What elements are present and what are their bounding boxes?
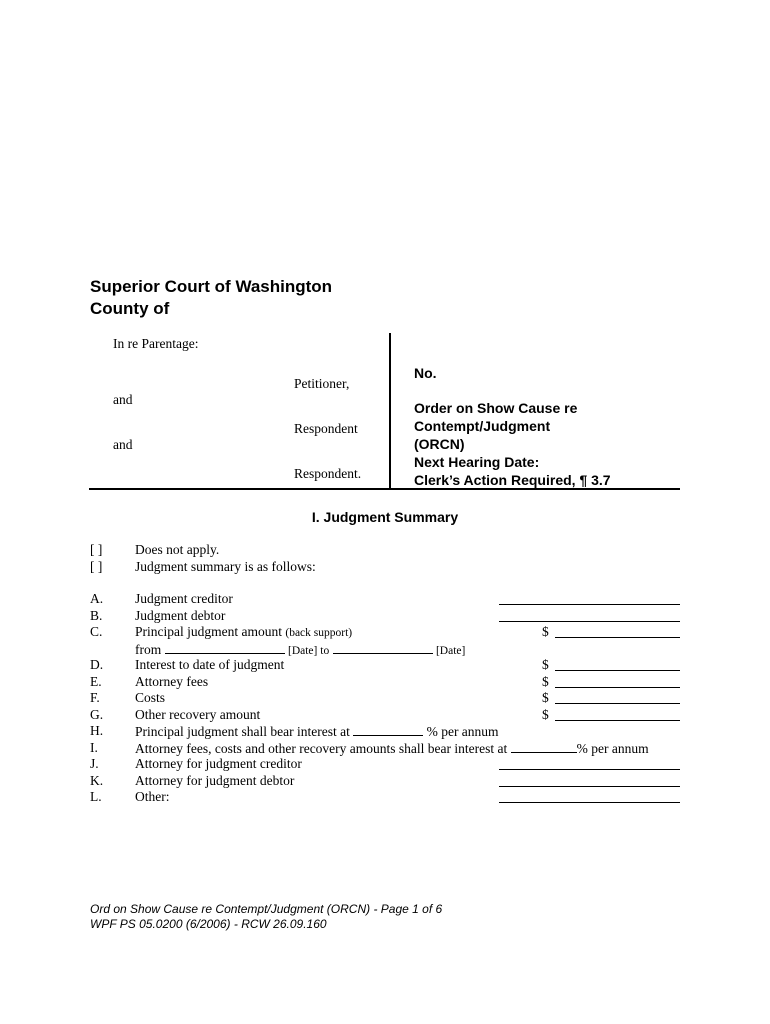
- date-range: [135, 641, 465, 658]
- item-letter: I.: [90, 740, 98, 755]
- item-label-text: Attorney fees, costs and other recovery amounts shall bear interest at: [135, 741, 508, 756]
- item-letter: B.: [90, 608, 103, 623]
- next-hearing-date: Next Hearing Date:: [414, 454, 540, 470]
- document-title-line-1: Order on Show Cause re: [414, 400, 578, 416]
- other-field[interactable]: [499, 802, 680, 803]
- document-title-line-2: Contempt/Judgment: [414, 418, 551, 434]
- caption-vertical-divider: [389, 333, 391, 489]
- item-label: Judgment creditor: [135, 591, 233, 606]
- item-label: [135, 723, 499, 740]
- item-letter: A.: [90, 591, 104, 606]
- item-letter: D.: [90, 657, 104, 672]
- case-number-label: No.: [414, 365, 437, 381]
- item-attorney-debtor: [90, 773, 690, 789]
- in-re-label: In re Parentage:: [113, 336, 199, 351]
- respondent-label-2: Respondent.: [294, 466, 362, 481]
- option-label: Judgment summary is as follows:: [135, 559, 316, 574]
- dollar-sign: $: [542, 690, 549, 705]
- date-label: [Date]: [435, 645, 466, 657]
- costs-amount-field[interactable]: [555, 703, 680, 704]
- item-label: Other:: [135, 789, 170, 804]
- court-name: Superior Court of Washington: [90, 277, 333, 296]
- principal-judgment-amount-field[interactable]: [555, 637, 680, 638]
- and-label-2: and: [113, 437, 133, 452]
- item-letter: H.: [90, 723, 104, 738]
- clerk-action-required: Clerk’s Action Required, ¶ 3.7: [414, 472, 611, 488]
- item-letter: C.: [90, 624, 103, 639]
- petitioner-label: Petitioner,: [294, 376, 350, 391]
- item-label: Judgment debtor: [135, 608, 226, 623]
- footer-line-1: Ord on Show Cause re Contempt/Judgment (ORCN) - Page 1 of 6: [90, 902, 443, 916]
- item-label: Attorney for judgment creditor: [135, 756, 302, 771]
- to-date-field[interactable]: [333, 641, 433, 654]
- per-annum-label: % per annum: [426, 724, 499, 739]
- from-label: from: [135, 642, 162, 657]
- item-attorney-creditor: [90, 756, 690, 772]
- option-label: Does not apply.: [135, 542, 220, 557]
- dollar-sign: $: [542, 674, 549, 689]
- item-label: [135, 624, 352, 640]
- item-letter: E.: [90, 674, 102, 689]
- attorney-fees-amount-field[interactable]: [555, 687, 680, 688]
- item-principal-date-range: [90, 641, 690, 657]
- item-letter: J.: [90, 756, 99, 771]
- item-label: Attorney fees: [135, 674, 209, 689]
- item-other: [90, 789, 690, 805]
- item-interest: [90, 657, 690, 673]
- item-letter: G.: [90, 707, 104, 722]
- document-title-line-3: (ORCN): [414, 436, 465, 452]
- item-label: Other recovery amount: [135, 707, 261, 722]
- judgment-creditor-field[interactable]: [499, 604, 680, 605]
- and-label-1: and: [113, 392, 133, 407]
- respondent-label-1: Respondent: [294, 421, 358, 436]
- page-footer: [90, 902, 442, 932]
- dollar-sign: $: [542, 624, 549, 639]
- item-principal-judgment: [90, 624, 690, 640]
- item-judgment-creditor: [90, 591, 690, 607]
- checkbox[interactable]: [ ]: [90, 559, 103, 574]
- item-label-text: Principal judgment amount: [135, 624, 282, 639]
- item-judgment-debtor: [90, 608, 690, 624]
- item-attorney-fees: [90, 674, 690, 690]
- county-label: County of: [90, 299, 170, 318]
- other-recovery-amount-field[interactable]: [555, 720, 680, 721]
- fees-interest-rate-field[interactable]: [511, 740, 577, 753]
- item-letter: K.: [90, 773, 104, 788]
- item-label: Costs: [135, 690, 166, 705]
- item-fees-interest-rate: [90, 740, 690, 756]
- item-letter: F.: [90, 690, 100, 705]
- section-heading: I. Judgment Summary: [311, 509, 459, 525]
- item-label: Interest to date of judgment: [135, 657, 285, 672]
- from-date-field[interactable]: [165, 641, 285, 654]
- checkbox[interactable]: [ ]: [90, 542, 103, 557]
- back-support-note: (back support): [285, 627, 353, 639]
- item-costs: [90, 690, 690, 706]
- attorney-creditor-field[interactable]: [499, 769, 680, 770]
- item-letter: L.: [90, 789, 102, 804]
- item-label: [135, 740, 649, 757]
- interest-amount-field[interactable]: [555, 670, 680, 671]
- item-label: Attorney for judgment debtor: [135, 773, 295, 788]
- attorney-debtor-field[interactable]: [499, 786, 680, 787]
- option-does-not-apply[interactable]: [90, 542, 690, 558]
- judgment-debtor-field[interactable]: [499, 621, 680, 622]
- item-principal-interest-rate: [90, 723, 690, 739]
- footer-line-2: WPF PS 05.0200 (6/2006) - RCW 26.09.160: [90, 917, 327, 931]
- document-title: [414, 399, 611, 489]
- principal-interest-rate-field[interactable]: [353, 723, 423, 736]
- item-label-text: Principal judgment shall bear interest at: [135, 724, 350, 739]
- dollar-sign: $: [542, 657, 549, 672]
- date-to-label: [Date] to: [288, 645, 330, 657]
- item-other-recovery: [90, 707, 690, 723]
- court-heading: [90, 276, 332, 320]
- dollar-sign: $: [542, 707, 549, 722]
- option-summary-follows[interactable]: [90, 559, 690, 575]
- per-annum-label: % per annum: [576, 741, 649, 756]
